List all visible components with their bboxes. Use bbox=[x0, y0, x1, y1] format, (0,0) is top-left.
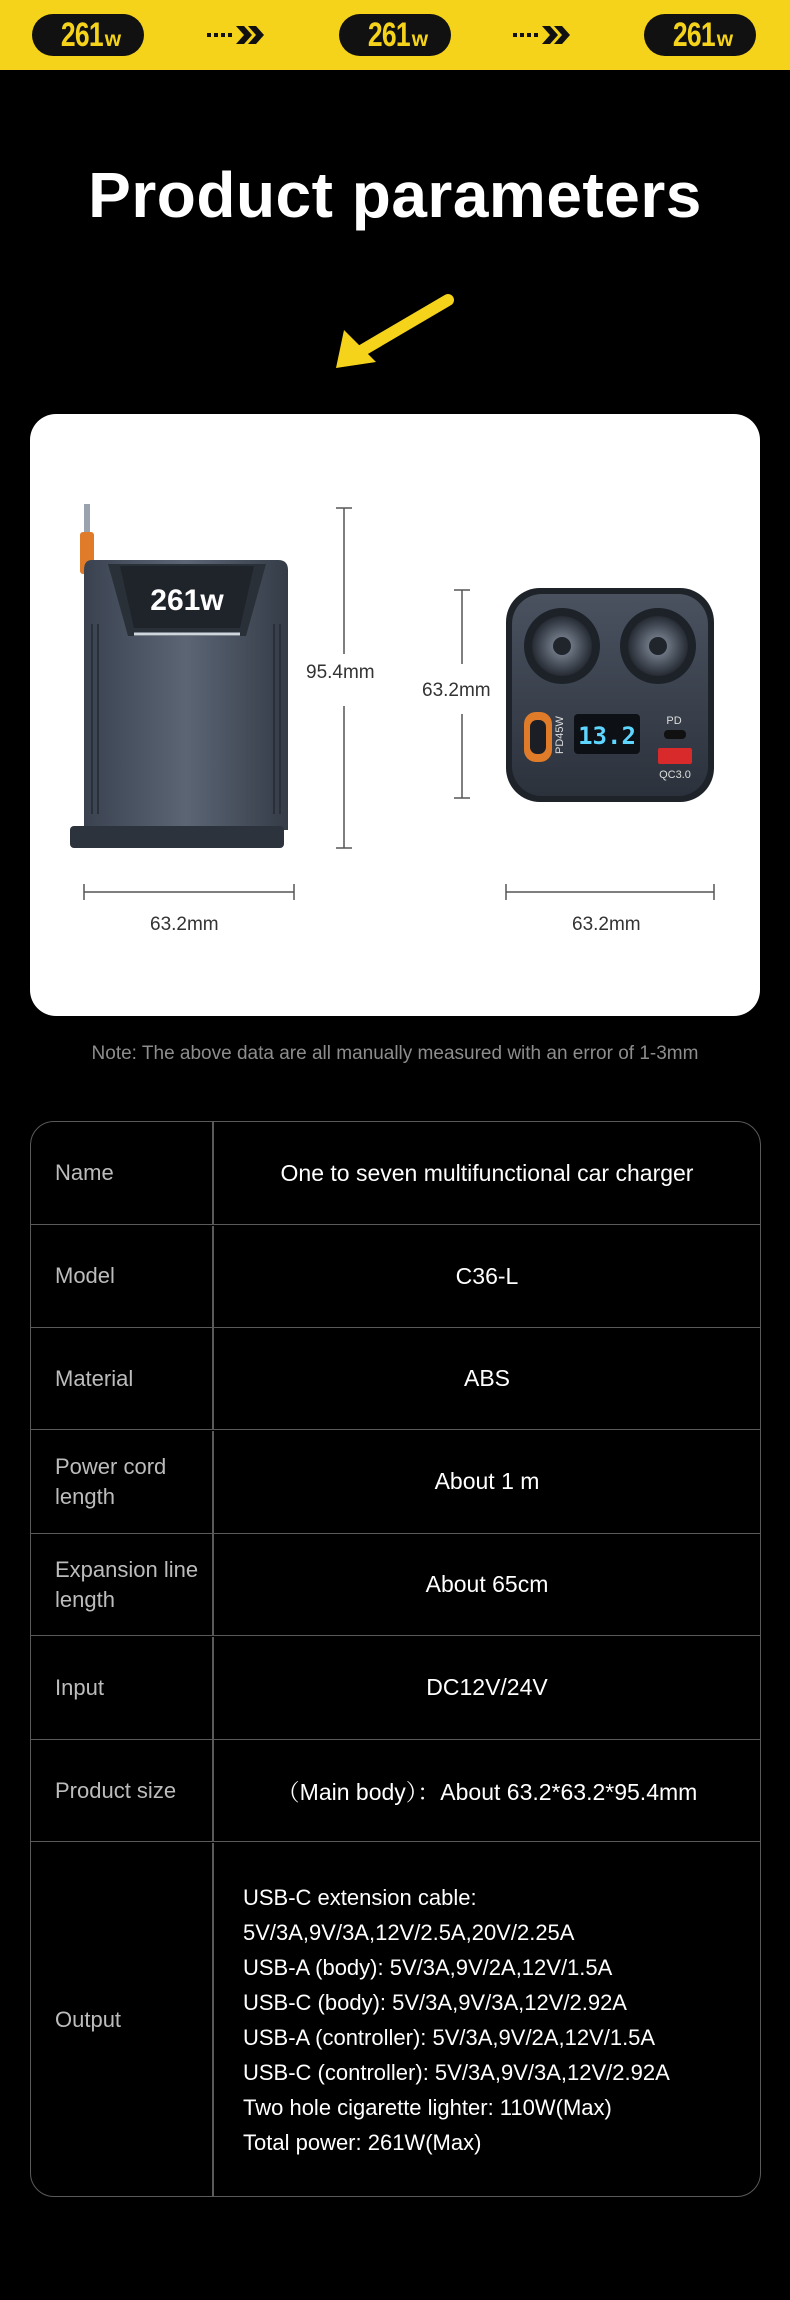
front-width-label: 63.2mm bbox=[572, 914, 641, 935]
spec-value: ABS bbox=[463, 1365, 511, 1391]
port-label-pd: PD bbox=[666, 715, 682, 727]
spec-value: （Main body）：About 63.2*63.2*95.4mm bbox=[276, 1779, 698, 1805]
table-row bbox=[31, 1637, 760, 1740]
table-row bbox=[31, 1122, 760, 1225]
port-label-pd45w: PD45W bbox=[554, 716, 566, 754]
badge-number: 261 bbox=[672, 16, 715, 54]
badge-unit: w bbox=[411, 28, 429, 51]
output-spec-list bbox=[243, 1843, 670, 2197]
width-dimension-line bbox=[84, 884, 294, 900]
voltage-display: 13.2 bbox=[578, 722, 636, 750]
spec-label: Model bbox=[55, 1263, 115, 1288]
output-line: 5V/3A,9V/3A,12V/2.5A,20V/2.25A bbox=[243, 1919, 575, 1945]
output-line: USB-C (body): 5V/3A,9V/3A,12V/2.92A bbox=[243, 1989, 627, 2015]
output-line: USB-A (controller): 5V/3A,9V/2A,12V/1.5A bbox=[243, 2024, 656, 2050]
table-row bbox=[31, 1431, 760, 1534]
power-badge bbox=[32, 14, 144, 56]
chevrons-right-icon bbox=[205, 22, 269, 48]
front-width-dimension-line bbox=[506, 884, 714, 900]
arrow-down-left-icon bbox=[330, 290, 460, 374]
spec-label: Power cord length bbox=[55, 1453, 167, 1509]
front-height-label: 63.2mm bbox=[422, 680, 491, 701]
table-row bbox=[31, 1740, 760, 1842]
chevrons-right-icon bbox=[511, 22, 575, 48]
spec-label: Product size bbox=[55, 1777, 177, 1803]
table-row bbox=[31, 1843, 760, 2197]
spec-value: About 65cm bbox=[425, 1571, 549, 1597]
product-image-card bbox=[30, 414, 760, 1016]
spec-label: Output bbox=[55, 2006, 122, 2032]
spec-label: Name bbox=[55, 1160, 114, 1185]
badge-unit: w bbox=[104, 28, 122, 51]
port-label-qc: QC3.0 bbox=[659, 769, 691, 781]
charger-side-view bbox=[70, 504, 288, 848]
table-row bbox=[31, 1328, 760, 1430]
table-row bbox=[31, 1534, 760, 1636]
output-line: USB-C (controller): 5V/3A,9V/3A,12V/2.92A bbox=[243, 2059, 670, 2085]
spec-label: Material bbox=[55, 1365, 134, 1391]
output-line: Two hole cigarette lighter: 110W(Max) bbox=[243, 2094, 612, 2120]
spec-value: C36-L bbox=[455, 1262, 519, 1289]
power-badge bbox=[644, 14, 756, 56]
spec-table bbox=[30, 1121, 761, 2197]
page-title: Product parameters bbox=[88, 159, 702, 231]
measurement-note: Note: The above data are all manually measured with an error of 1-3mm bbox=[91, 1043, 699, 1064]
spec-value: One to seven multifunctional car charger bbox=[280, 1159, 694, 1186]
table-row bbox=[31, 1226, 760, 1328]
spec-label: Input bbox=[55, 1674, 104, 1700]
power-badge bbox=[339, 14, 451, 56]
top-banner bbox=[0, 0, 790, 70]
device-badge: 261w bbox=[150, 584, 224, 617]
side-height-label: 95.4mm bbox=[306, 662, 375, 683]
output-line: Total power: 261W(Max) bbox=[243, 2129, 482, 2155]
side-width-label: 63.2mm bbox=[150, 914, 219, 935]
badge-unit: w bbox=[716, 28, 734, 51]
badge-number: 261 bbox=[367, 16, 410, 54]
output-line: USB-C extension cable: bbox=[243, 1884, 477, 1910]
output-line: USB-A (body): 5V/3A,9V/2A,12V/1.5A bbox=[243, 1954, 613, 1980]
spec-value: About 1 m bbox=[434, 1468, 540, 1494]
charger-front-view bbox=[506, 588, 714, 802]
spec-value: DC12V/24V bbox=[426, 1674, 548, 1700]
spec-label: Expansion line length bbox=[55, 1556, 199, 1612]
badge-number: 261 bbox=[60, 16, 103, 54]
